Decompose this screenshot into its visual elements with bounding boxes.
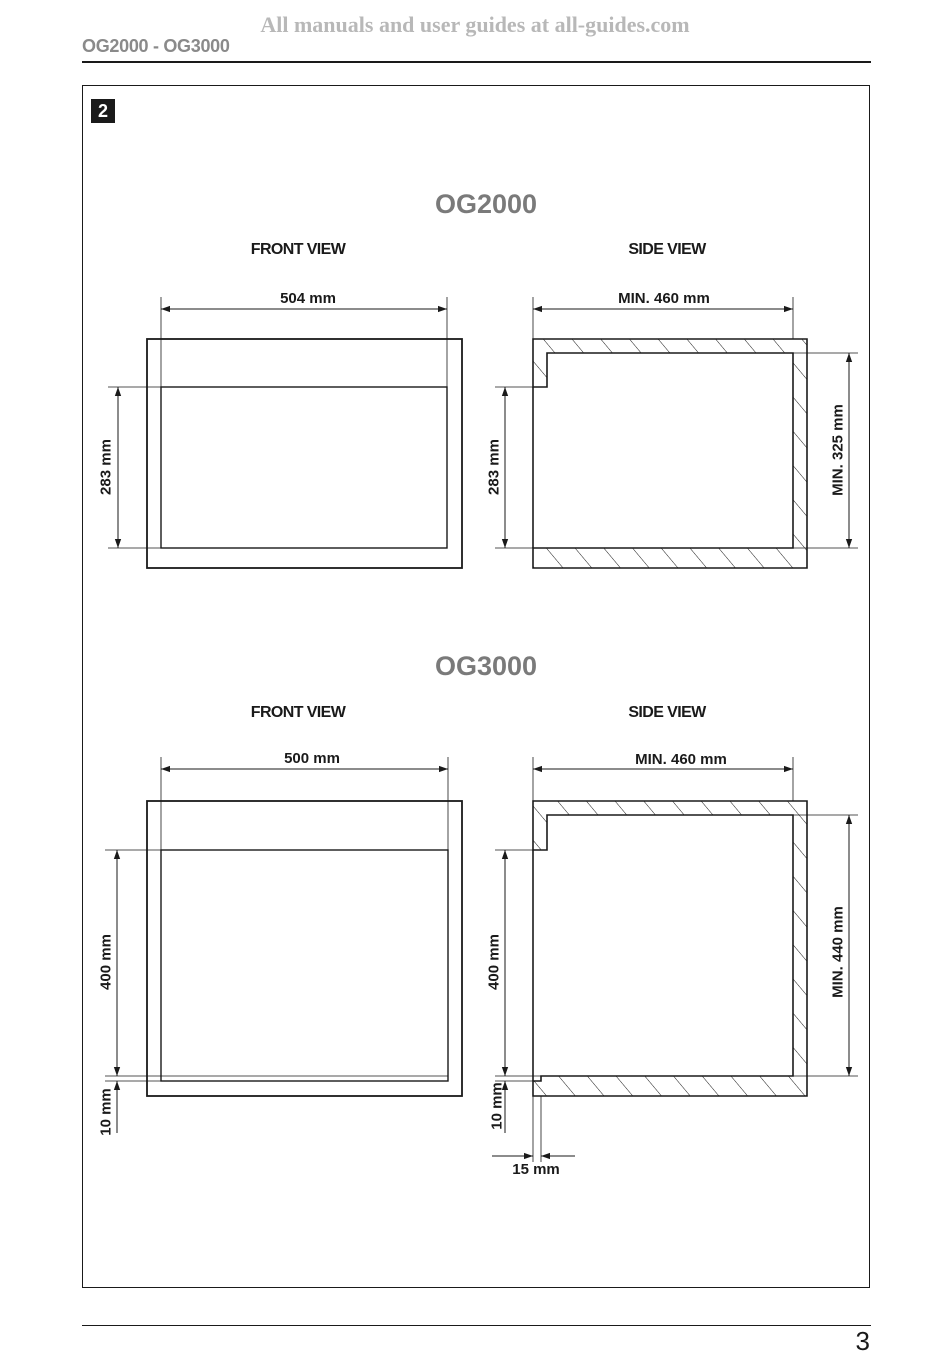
og3000-title: OG3000	[434, 651, 538, 681]
og2000-side-view-label: SIDE VIEW	[628, 241, 706, 258]
og2000-front-cabinet-outline	[147, 339, 462, 568]
document-header-title: OG2000 - OG3000	[82, 36, 230, 56]
page-number: 3	[855, 1326, 870, 1356]
og3000-side-cabinet-wall	[533, 801, 807, 1096]
og3000-front-bottom-value: 10 mm	[97, 1088, 115, 1136]
og2000-front-width-value: 504 mm	[280, 290, 336, 307]
og3000-side-offset-value: 15 mm	[512, 1161, 560, 1178]
og2000-title: OG2000	[434, 189, 538, 219]
og3000-side-view-label: SIDE VIEW	[628, 704, 706, 721]
figure-number-badge: 2	[91, 99, 115, 123]
og2000-side-depth-value: MIN. 460 mm	[618, 290, 710, 307]
og3000-front-view-label: FRONT VIEW	[250, 704, 346, 721]
og3000-side-height-value: 400 mm	[485, 934, 503, 990]
watermark: All manuals and user guides at all-guides.com	[260, 12, 690, 37]
og3000-front-height-value: 400 mm	[97, 934, 115, 990]
og3000-front-view	[105, 757, 462, 1133]
og2000-side-min-height-value: MIN. 325 mm	[829, 404, 847, 496]
og2000-side-cabinet-wall	[533, 339, 807, 568]
og3000-side-bottom-value: 10 mm	[488, 1082, 506, 1130]
og3000-side-depth-value: MIN. 460 mm	[635, 751, 727, 768]
og2000-front-oven-outline	[161, 387, 447, 548]
og3000-front-oven-outline	[161, 850, 448, 1081]
og3000-side-view	[492, 757, 858, 1162]
og3000-front-width-value: 500 mm	[284, 750, 340, 767]
og3000-side-min-height-value: MIN. 440 mm	[829, 906, 847, 998]
og2000-front-view-label: FRONT VIEW	[250, 241, 346, 258]
og2000-side-height-value: 283 mm	[485, 439, 503, 495]
og2000-side-view	[495, 297, 858, 568]
footer-divider	[82, 1325, 871, 1326]
og3000-front-cabinet-outline	[147, 801, 462, 1096]
og2000-front-height-value: 283 mm	[97, 439, 115, 495]
og2000-front-view	[108, 297, 462, 568]
